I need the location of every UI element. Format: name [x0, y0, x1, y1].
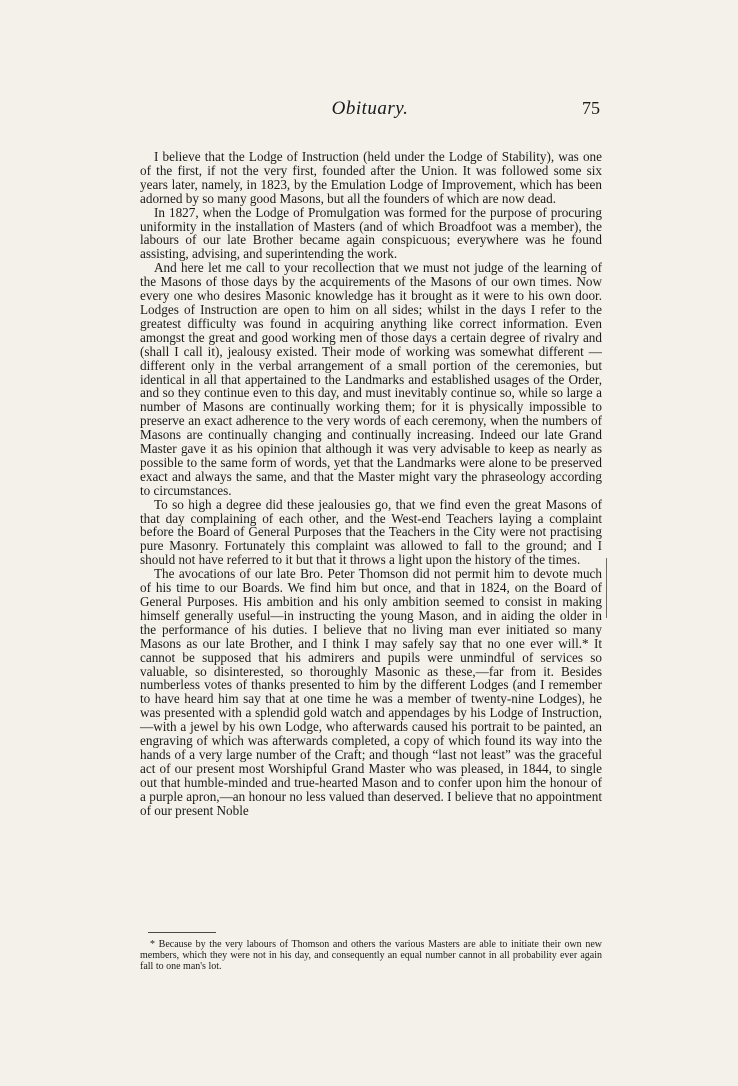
- footnote-text: * Because by the very labours of Thomson and others the various Masters are able to initiate their own new members, which they were not in his day, and consequently an equal number cannot in all probability ever again fall to one man's lot.: [140, 939, 602, 972]
- page-number: 75: [582, 98, 600, 118]
- body-text: [140, 150, 602, 818]
- paragraph: I believe that the Lodge of Instruction (held under the Lodge of Stability), was one of the first, if not the very first, founded after the Union. It was followed some six years later, namely, in 1823, by the Emulation Lodge of Improvement, which has been adorned by so many good Masons, but all the founders of which are now dead.: [140, 149, 602, 206]
- paragraph: The avocations of our late Bro. Peter Thomson did not permit him to devote much of his time to our Boards. We find him but once, and that in 1824, on the Board of General Purposes. His ambition and his only ambition seemed to consist in making himself generally useful—in instructing the young Mason, and in aiding the older in the performance of his duties. I believe that no living man ever initiated so many Masons as our late Brother, and I think I may safely say that no one ever will.* It cannot be supposed that his admirers and pupils were unmindful of services so valuable, so disinterested, so thoroughly Masonic as these,—far from it. Besides numberless votes of thanks presented to him by the different Lodges (and I remember to have heard him say that at one time he was a member of twenty-nine Lodges), he was presented with a splendid gold watch and appendages by his Lodge of Instruction,—with a jewel by his own Lodge, who afterwards caused his portrait to be painted, an engraving of which was afterwards completed, a copy of which found its way into the hands of a very large number of the Craft; and though “last not least” was the graceful act of our present most Worshipful Grand Master who was pleased, in 1844, to single out that humble-minded and true-hearted Mason and to confer upon him the honour of a purple apron,—an honour no less valued than deserved. I believe that no appointment of our present Noble: [140, 566, 602, 818]
- footnote-rule: [148, 932, 216, 933]
- page-header: [140, 98, 600, 128]
- paragraph: And here let me call to your recollection that we must not judge of the learning of the Masons of those days by the acquirements of the Masons of our own times. Now every one who desires Masonic knowledge has it brought as it were to his own door. Lodges of Instruction are open to him on all sides; whilst in the days I refer to the greatest difficulty was found in acquiring anything like correct information. Even amongst the great and good working men of those days a certain degree of rivalry and (shall I call it), jealousy existed. Their mode of working was somewhat different —different only in the verbal arrangement of a small portion of the ceremonies, but identical in all that appertained to the Landmarks and established usages of the Order, and so they continue even to this day, and must inevitably continue so, while so large a number of Masons are continually working them; for it is physically impossible to preserve an exact adherence to the very words of each ceremony, when the numbers of Masons are continually changing and continually increasing. Indeed our late Grand Master gave it as his opinion that although it was very advisable to keep as nearly as possible to the same form of words, yet that the Landmarks were alone to be preserved exact and always the same, and that the Master might vary the phraseology according to circumstances.: [140, 260, 602, 498]
- paragraph: In 1827, when the Lodge of Promulgation was formed for the purpose of procuring uniformity in the installation of Masters (and of which Broadfoot was a member), the labours of our late Brother became again conspicuous; everywhere was he found assisting, advising, and superintending the work.: [140, 204, 602, 262]
- running-title: Obituary.: [331, 98, 409, 119]
- margin-bracket: [606, 558, 613, 618]
- footnote: [140, 940, 602, 972]
- paragraph: To so high a degree did these jealousies go, that we find even the great Masons of that day complaining of each other, and the West-end Teachers laying a complaint before the Board of General Purposes that the Teachers in the City were not practising pure Masonry. Fortunately this complaint was allowed to fall to the ground; and I should not have referred to it but that it throws a light upon the history of the times.: [140, 496, 602, 568]
